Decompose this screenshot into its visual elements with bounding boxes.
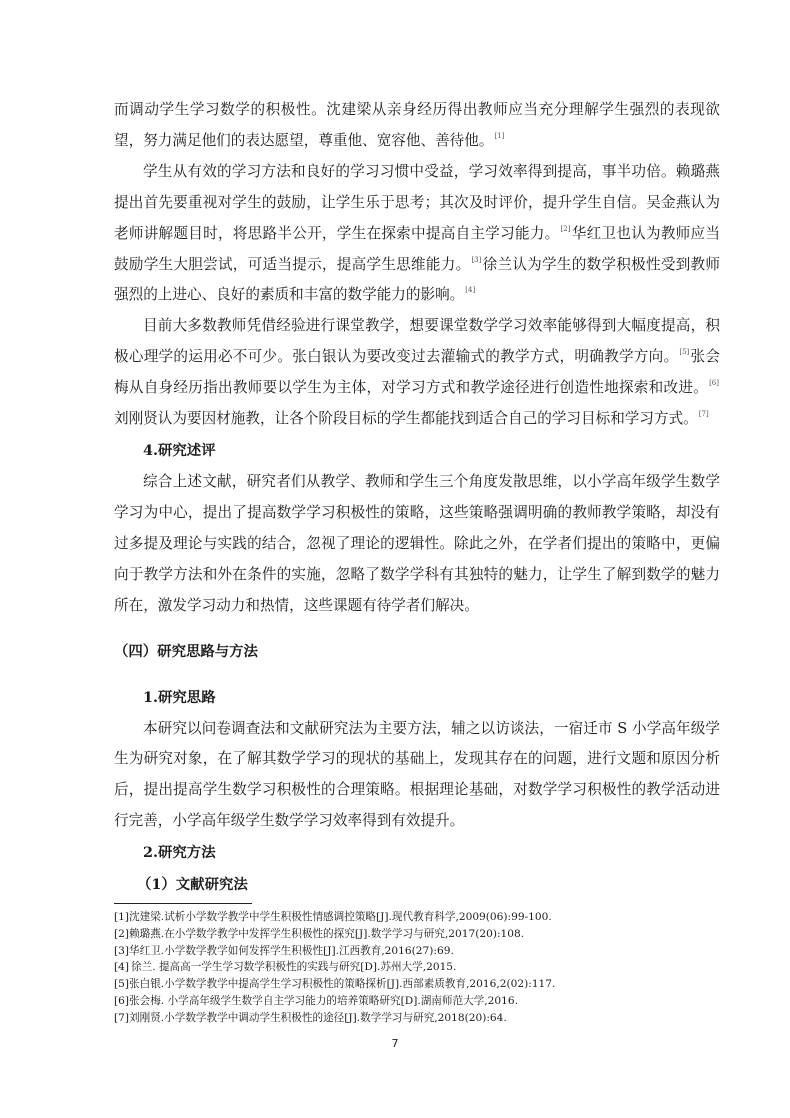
heading-literature-method: （1）文献研究法 (137, 876, 248, 894)
heading-section-4: （四）研究思路与方法 (114, 642, 258, 660)
footnote-5: [5]张白银.小学数学教学中提高学生学习积极性的策略探析[J].西部素质教育,2016,2(02):117. (114, 978, 556, 991)
citation-5: [5] (679, 348, 690, 357)
paragraph-1-text: 而调动学生学习数学的积极性。沈建梁从亲身经历得出教师应当充分理解学生强烈的表现欲望，努力满足他们的表达愿望，尊重他、宽容他、善待他。 (114, 101, 720, 149)
citation-3: [3] (471, 255, 482, 264)
footnote-2: [2]赖璐燕.在小学数学教学中发挥学生积极性的探究[J].数学学习与研究,2017(20):108. (114, 927, 525, 940)
paragraph-2-text-a: 学生从有效的学习方法和良好的学习习惯中受益，学习效率得到提高，事半功倍。赖璐燕提出首先要重视对学生的鼓励，让学生乐于思考；其次及时评价，提升学生自信。吴金燕认为老师讲解题目时，将思路半公开，学生在探索中提高自主学习能力。 (114, 162, 720, 242)
paragraph-2-text-b: 华红卫也认为教师应当鼓励学生大胆尝试，可适当提示，提高学生思维能力。 (114, 224, 720, 273)
footnote-4-marker: [4] (114, 961, 130, 974)
citation-7: [7] (698, 410, 709, 419)
footnote-3: [3]华红卫.小学数学教学如何发挥学生积极性[J].江西教育,2016(27):69. (114, 944, 454, 957)
page-number: 7 (391, 1037, 399, 1050)
citation-6: [6] (709, 379, 719, 388)
paragraph-3-text-a: 目前大多数教师凭借经验进行课堂教学，想要课堂数学学习效率能够得到大幅度提高，积极心理学的运用必不可少。张白银认为要改变过去灌输式的教学方式，明确教学方向。 (114, 317, 720, 366)
heading-research-review: 4.研究述评 (143, 441, 216, 459)
paragraph-5: 本研究以问卷调查法和文献研究法为主要方法，辅之以访谈法，一宿迁市 S 小学高年级学生为研究对象，在了解其数学学习的现状的基础上，发现其存在的问题，进行文题和原因分析后，提出提高学生数学习积极性的合理策略。根据理论基础，对数学学习积极性的教学活动进行完善，小学高年级学生数学学习效率得到有效提升。 (114, 719, 720, 830)
footnote-6: [6]张会梅. 小学高年级学生数学自主学习能力的培养策略研究[D].湖南师范大学,2016. (114, 994, 518, 1007)
footnotes (114, 909, 720, 1027)
citation-1: [1] (494, 131, 505, 140)
paragraph-2-text-c: 徐兰认为学生的数学积极性受到教师强烈的上进心、良好的素质和丰富的数学能力的影响。 (114, 255, 720, 304)
paragraph-3-text-b: 张会梅从自身经历指出教师要以学生为主体，对学习方式和教学途径进行创造性地探索和改进。 (114, 348, 720, 397)
paragraph-4: 综合上述文献，研究者们从教学、教师和学生三个角度发散思维，以小学高年级学生数学学习为中心，提出了提高数学学习积极性的策略，这些策略强调明确的教师教学策略，却没有过多提及理论与实践的结合，忽视了理论的逻辑性。除此之外，在学者们提出的策略中，更偏向于教学方法和外在条件的实施，忽略了数学学科有其独特的魅力，让学生了解到数学的魅力所在，激发学习动力和热情，这些课题有待学者们解决。 (114, 472, 720, 614)
footnote-4-text: 徐兰. 提高高一学生学习数学积极性的实践与研究[D].苏州大学,2015. (131, 961, 457, 974)
main-text (114, 95, 720, 901)
paragraph-2 (114, 157, 720, 312)
citation-4: [4] (465, 286, 476, 295)
paragraph-1 (114, 95, 720, 157)
paragraph-3-text-c: 刘刚贤认为要因材施教，让各个阶段目标的学生都能找到适合自己的学习目标和学习方式。 (114, 410, 698, 428)
footnote-separator (114, 903, 252, 904)
citation-2: [2] (560, 224, 571, 233)
heading-research-method: 2.研究方法 (143, 844, 216, 862)
footnote-7: [7]刘刚贤.小学数学教学中调动学生积极性的途径[J].数学学习与研究,2018(20):64. (114, 1011, 507, 1024)
footnote-4 (114, 959, 720, 976)
heading-research-idea: 1.研究思路 (143, 688, 216, 706)
footnote-1: [1]沈建梁.试析小学数学教学中学生积极性情感调控策略[J].现代教育科学,2009(06):99-100. (114, 911, 552, 923)
paragraph-3 (114, 311, 720, 435)
